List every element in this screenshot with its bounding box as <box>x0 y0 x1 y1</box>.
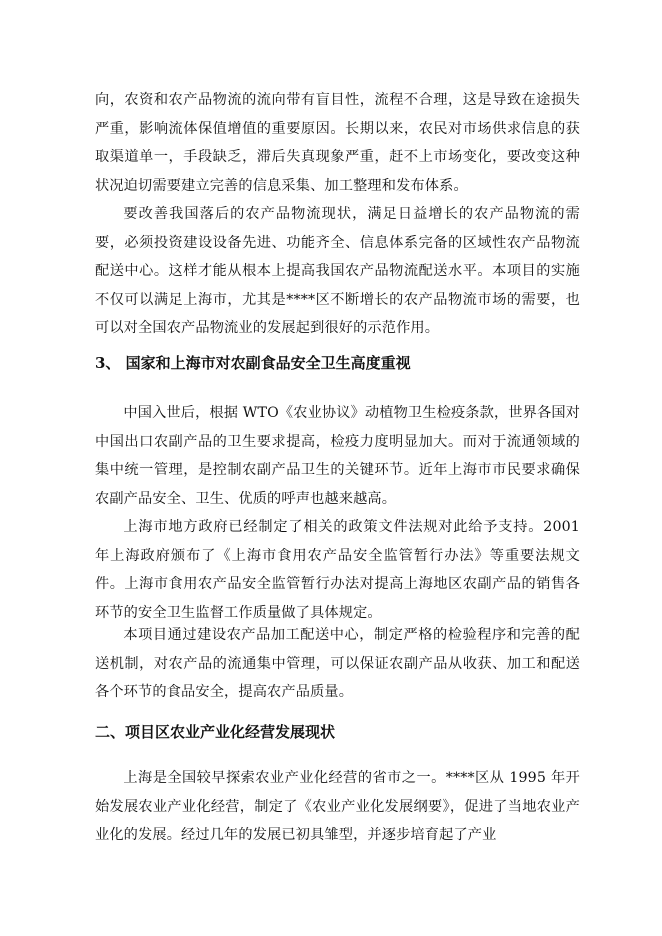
paragraph-shanghai-regulations: 上海市地方政府已经制定了相关的政策文件法规对此给予支持。2001 年上海政府颁布了《上海市食用农产品安全监管暂行办法》等重要法规文件。上海市食用农产品安全监管暂行办法对提高上海地区农副产品的销售各环节的安全卫生监督工作质量做了具体规定。 <box>95 519 580 621</box>
section-heading-food-safety: 3、 国家和上海市对农副食品安全卫生高度重视 <box>95 354 411 372</box>
paragraph-wto-hygiene: 中国入世后，根据 WTO《农业协议》动植物卫生检疫条款，世界各国对中国出口农副产品的卫生要求提高，检疫力度明显加大。而对于流通领域的集中统一管理，是控制农副产品卫生的关键环节。近年上海市市民要求确保农副产品安全、卫生、优质的呼声也越来越高。 <box>95 405 580 507</box>
section-heading-industrialization: 二、项目区农业产业化经营发展现状 <box>95 723 336 741</box>
paragraph-distribution-center: 要改善我国落后的农产品物流现状，满足日益增长的农产品物流的需要，必须投资建设设备先进、功能齐全、信息体系完备的区域性农产品物流配送中心。这样才能从根本上提高我国农产品物流配送水平。本项目的实施不仅可以满足上海市，尤其是****区不断增长的农产品物流市场的需要，也可以对全国农产品物流业的发展起到很好的示范作用。 <box>95 206 580 336</box>
paragraph-industrialization-status: 上海是全国较早探索农业产业化经营的省市之一。****区从 1995 年开始发展农业产业化经营，制定了《农业产业化发展纲要》，促进了当地农业产业化的发展。经过几年的发展已初具雏型，并逐步培育起了产业 <box>95 770 580 843</box>
paragraph-logistics-information: 向，农资和农产品物流的流向带有盲目性，流程不合理，这是导致在途损失严重，影响流体保值增值的重要原因。长期以来，农民对市场供求信息的获取渠道单一，手段缺乏，滞后失真现象严重，赶不上市场变化，要改变这种状况迫切需要建立完善的信息采集、加工整理和发布体系。 <box>95 92 580 194</box>
paragraph-project-quality: 本项目通过建设农产品加工配送中心，制定严格的检验程序和完善的配送机制，对农产品的流通集中管理，可以保证农副产品从收获、加工和配送各个环节的食品安全，提高农产品质量。 <box>95 627 580 700</box>
